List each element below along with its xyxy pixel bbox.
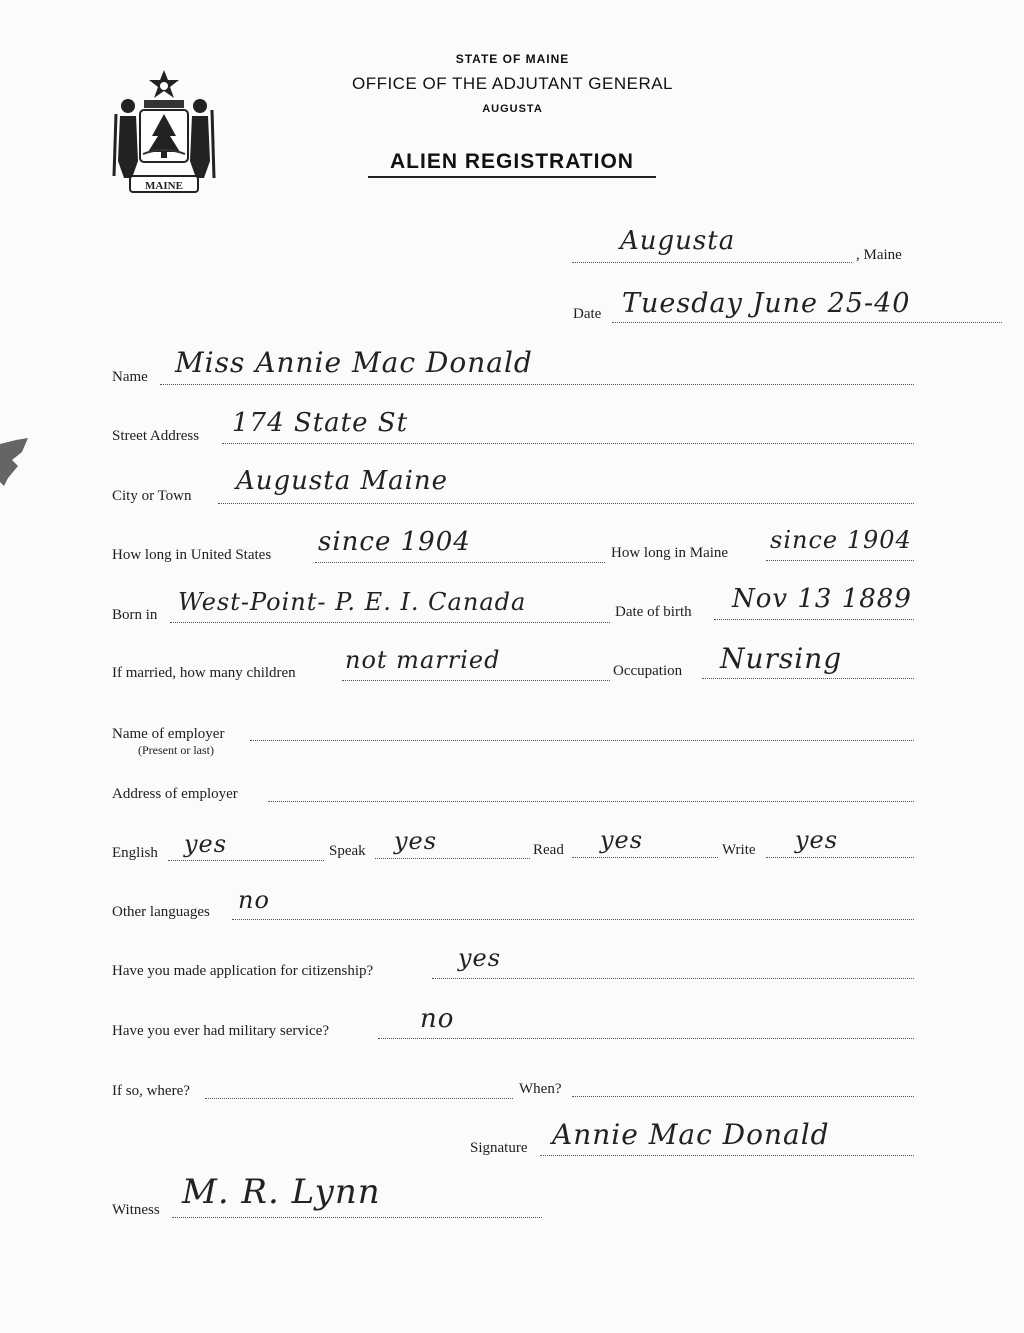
english-value[interactable]: yes (184, 830, 228, 858)
children-label: If married, how many children (112, 665, 296, 681)
header-office: OFFICE OF THE ADJUTANT GENERAL (351, 74, 674, 93)
city-line (218, 503, 914, 504)
witness-value[interactable]: M. R. Lynn (182, 1172, 381, 1212)
dob-value[interactable]: Nov 13 1889 (732, 584, 912, 614)
military-label: Have you ever had military service? (112, 1023, 329, 1039)
when-label: When? (519, 1081, 562, 1097)
read-value[interactable]: yes (600, 826, 644, 854)
maine-duration-value[interactable]: since 1904 (770, 526, 912, 554)
citizenship-line (432, 978, 914, 979)
speak-line (375, 858, 530, 859)
date-line (612, 322, 1002, 323)
employer-address-label: Address of employer (112, 786, 238, 802)
signature-line (540, 1155, 914, 1156)
street-label: Street Address (112, 428, 200, 444)
military-value[interactable]: no (420, 1004, 455, 1034)
signature-label: Signature (470, 1140, 528, 1156)
name-value[interactable]: Miss Annie Mac Donald (175, 346, 533, 379)
city-label: City or Town (112, 488, 192, 504)
other-languages-label: Other languages (112, 904, 210, 920)
military-line (378, 1038, 914, 1039)
write-label: Write (722, 842, 756, 858)
write-line (766, 857, 914, 858)
place-suffix: , Maine (856, 247, 902, 263)
date-value[interactable]: Tuesday June 25-40 (622, 288, 911, 319)
children-value[interactable]: not married (345, 646, 501, 674)
citizenship-value[interactable]: yes (458, 944, 502, 972)
header-state: STATE OF MAINE (455, 52, 570, 66)
other-languages-line (232, 919, 914, 920)
signature-value[interactable]: Annie Mac Donald (552, 1118, 830, 1151)
date-label: Date (573, 306, 602, 322)
dob-label: Date of birth (615, 604, 692, 620)
form-title: ALIEN REGISTRATION (368, 150, 656, 178)
born-in-value[interactable]: West-Point- P. E. I. Canada (178, 588, 527, 616)
us-duration-value[interactable]: since 1904 (318, 527, 471, 557)
english-line (168, 860, 324, 861)
name-line (160, 384, 914, 385)
occupation-line (702, 678, 914, 679)
where-line[interactable] (205, 1098, 513, 1099)
employer-address-line[interactable] (268, 801, 914, 802)
header-city: AUGUSTA (482, 103, 543, 115)
other-languages-value[interactable]: no (238, 886, 270, 914)
paper-smudge (0, 438, 30, 486)
occupation-label: Occupation (613, 663, 683, 679)
employer-sublabel: (Present or last) (138, 743, 214, 757)
place-line (572, 262, 852, 263)
city-value[interactable]: Augusta Maine (236, 466, 449, 496)
street-line (222, 443, 914, 444)
speak-label: Speak (329, 843, 366, 859)
born-in-label: Born in (112, 607, 158, 623)
born-in-line (170, 622, 610, 623)
english-label: English (112, 845, 158, 861)
speak-value[interactable]: yes (394, 827, 438, 855)
us-duration-label: How long in United States (112, 547, 272, 563)
name-label: Name (112, 369, 148, 385)
dob-line (714, 619, 914, 620)
us-duration-line (315, 562, 605, 563)
employer-line[interactable] (250, 740, 914, 741)
when-line[interactable] (572, 1096, 914, 1097)
place-value[interactable]: Augusta (620, 226, 736, 256)
maine-duration-label: How long in Maine (611, 545, 729, 561)
citizenship-label: Have you made application for citizenship? (112, 963, 374, 979)
where-label: If so, where? (112, 1083, 190, 1099)
children-line (342, 680, 610, 681)
witness-label: Witness (112, 1202, 160, 1218)
state-seal-logo (110, 66, 218, 196)
witness-line (172, 1217, 542, 1218)
occupation-value[interactable]: Nursing (720, 642, 843, 675)
read-line (572, 857, 718, 858)
employer-label: Name of employer (112, 726, 225, 742)
maine-duration-line (766, 560, 914, 561)
seal-text: MAINE (145, 180, 183, 192)
write-value[interactable]: yes (795, 826, 839, 854)
street-value[interactable]: 174 State St (232, 408, 409, 438)
read-label: Read (533, 842, 564, 858)
